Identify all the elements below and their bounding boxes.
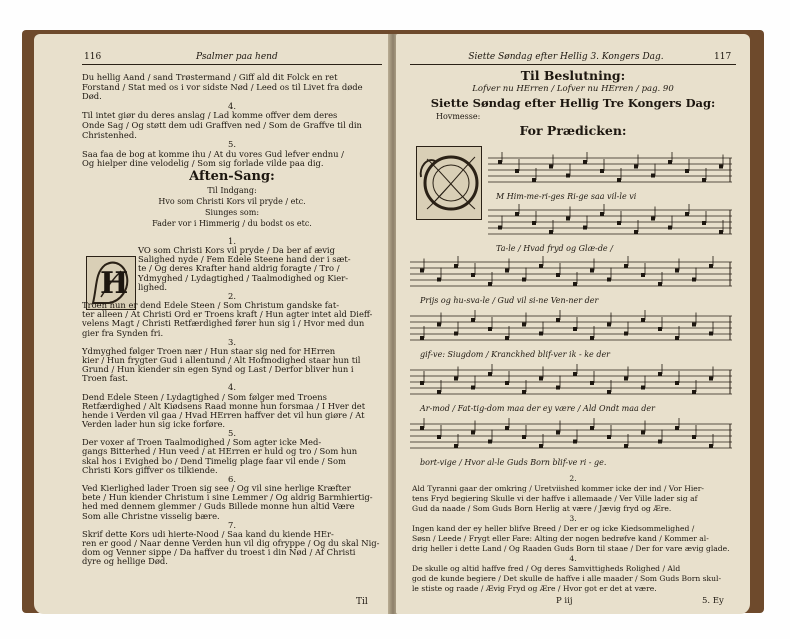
text-line: Forstand / Stat med os i vor sidste Nød / Leed os til Livet fra døde bbox=[82, 81, 363, 92]
verse-line: Som alle Christne visselig bære. bbox=[82, 510, 220, 521]
music-note bbox=[420, 269, 424, 273]
music-note bbox=[668, 160, 672, 164]
right-page bbox=[396, 34, 750, 614]
music-note bbox=[709, 377, 713, 381]
music-note bbox=[624, 377, 628, 381]
music-note bbox=[624, 444, 628, 448]
music-note bbox=[454, 444, 458, 448]
music-note bbox=[692, 390, 696, 394]
head-rule bbox=[410, 64, 736, 65]
verse-number: 1. bbox=[228, 236, 236, 246]
lyric-line: Prijs og hu-sva-le / Gud vil si-ne Ven-ner der bbox=[420, 296, 599, 305]
verse-line: lighed. bbox=[138, 281, 168, 292]
music-note bbox=[583, 160, 587, 164]
verse-line: VO som Christi Kors vil pryde / Da ber af ævig bbox=[138, 245, 335, 256]
verse-line: bete / Hun kiender Christum i sine Lemmer / Og aldrig Barmhiertig- bbox=[82, 492, 373, 503]
verse-line: dyre og hellige Død. bbox=[82, 556, 168, 567]
verse-line: Gud da naade / Som Guds Born Herlig at være / Jævig fryd og Ære. bbox=[412, 504, 672, 513]
music-note bbox=[590, 336, 594, 340]
music-note bbox=[539, 377, 543, 381]
hymn-subtitle-line: Siunges som: bbox=[204, 208, 260, 217]
music-note bbox=[607, 390, 611, 394]
verse-number: 2. bbox=[228, 290, 236, 301]
music-note bbox=[505, 426, 509, 430]
music-note bbox=[675, 336, 679, 340]
music-note bbox=[488, 440, 492, 444]
music-note bbox=[702, 221, 706, 225]
verse-line: Troen fast. bbox=[82, 373, 129, 384]
verse-line: te / Og deres Krafter hand aldrig foragte / Tro / bbox=[138, 263, 340, 274]
verse-line: Ydmyghed følger Troen nær / Hun staar sig ned for HErren bbox=[82, 345, 336, 356]
verse-line: Ved Kierlighed lader Troen sig see / Og vil sine herlige Kræfter bbox=[82, 483, 351, 494]
music-staff bbox=[410, 418, 732, 454]
lyric-line: Ar-mod / Fat-tig-dom maa der ey være / Ald Ondt maa der bbox=[420, 404, 655, 413]
verse-line: hed med dennem glemmer / Guds Billede monne hun altid Være bbox=[82, 501, 355, 512]
music-note bbox=[488, 372, 492, 376]
music-note bbox=[573, 327, 577, 331]
verse-number: 3. bbox=[228, 336, 236, 347]
verse-line: le stiste og raade / Ævig Fryd og Ære / Hvor got er det at være. bbox=[412, 584, 657, 593]
music-note bbox=[539, 264, 543, 268]
music-staff bbox=[410, 310, 732, 346]
decorated-initial bbox=[416, 146, 482, 220]
music-note bbox=[634, 165, 638, 169]
verse-number: 3. bbox=[569, 514, 577, 523]
music-note bbox=[505, 269, 509, 273]
music-note bbox=[617, 221, 621, 225]
verse-line: Søsn / Leede / Frygt eller Fare: Alting der nogen bedrøfve kand / Kommer al- bbox=[412, 534, 709, 543]
music-note bbox=[539, 332, 543, 336]
music-note bbox=[556, 273, 560, 277]
verse-number: 4. bbox=[569, 554, 577, 563]
verse-line: Troen hun er dend Edele Steen / Som Christum gandske fat- bbox=[82, 300, 340, 311]
verse-line: Ingen kand der ey heller blifve Breed / Der er og icke Kiedsommelighed / bbox=[412, 524, 695, 533]
verse-line: De skulle og altid haffve fred / Og deres Samvittigheds Rolighed / Ald bbox=[412, 564, 681, 573]
verse-line: Christi Kors giffver os tilkiende. bbox=[82, 464, 218, 475]
verse-line: kier / Hun frygter Gud i allentund / Alt Hofmodighed staar hun til bbox=[82, 354, 361, 365]
verse-line: velens Magt / Christi Retfærdighed fører hun sig i / Hvor med dun bbox=[82, 318, 365, 329]
text-line: Død. bbox=[82, 91, 102, 102]
music-note bbox=[532, 178, 536, 182]
verse-line: Ydmyghed / Lydagtighed / Taalmodighed og Kier- bbox=[138, 272, 349, 283]
verse-line: Verden lader hun sig icke forføre. bbox=[82, 419, 226, 429]
head-rule bbox=[82, 64, 382, 65]
music-note bbox=[709, 444, 713, 448]
music-note bbox=[590, 426, 594, 430]
music-note bbox=[522, 323, 526, 327]
music-note bbox=[692, 278, 696, 282]
section-title: Til Beslutning: bbox=[520, 68, 626, 83]
verse-line: ter alleen / At Christi Ord er Troens kraft / Hun agter intet ald Dieff- bbox=[82, 309, 373, 320]
verse-number: 5. bbox=[228, 428, 236, 439]
music-note bbox=[634, 230, 638, 234]
verse-line: gier fra Synden fri. bbox=[82, 327, 164, 338]
music-note bbox=[420, 336, 424, 340]
music-note bbox=[709, 332, 713, 336]
music-note bbox=[651, 217, 655, 221]
music-note bbox=[573, 372, 577, 376]
music-note bbox=[437, 390, 441, 394]
verse-number: 6. bbox=[228, 473, 236, 484]
music-note bbox=[532, 221, 536, 225]
music-note bbox=[692, 323, 696, 327]
music-staff bbox=[488, 152, 732, 188]
music-note bbox=[675, 426, 679, 430]
music-staff bbox=[410, 364, 732, 400]
music-note bbox=[471, 273, 475, 277]
music-note bbox=[719, 230, 723, 234]
music-note bbox=[590, 269, 594, 273]
music-note bbox=[437, 435, 441, 439]
music-note bbox=[641, 273, 645, 277]
music-note bbox=[420, 426, 424, 430]
music-note bbox=[607, 278, 611, 282]
music-note bbox=[658, 282, 662, 286]
music-note bbox=[522, 435, 526, 439]
verse-line: Salighed nyde / Fem Edele Steene hand der i sæt- bbox=[138, 254, 351, 265]
music-note bbox=[590, 381, 594, 385]
music-note bbox=[505, 381, 509, 385]
before-sermon-title: For Prædicken: bbox=[519, 123, 627, 138]
music-note bbox=[719, 165, 723, 169]
catchword: Til bbox=[356, 597, 368, 607]
verse-line: Der voxer af Troen Taalmodighed / Som agter icke Med- bbox=[82, 437, 322, 448]
music-note bbox=[668, 226, 672, 230]
verse-number: 5. bbox=[228, 139, 236, 150]
verse-line: tens Fryd begiering Skulle vi der haffve i allemaade / Ver Ville lader sig af bbox=[412, 494, 698, 503]
music-note bbox=[573, 282, 577, 286]
music-note bbox=[454, 332, 458, 336]
music-note bbox=[556, 431, 560, 435]
music-note bbox=[607, 323, 611, 327]
text-line: Saa faa de bog at komme ihu / At du vores Gud lefver endnu / bbox=[82, 148, 345, 159]
music-note bbox=[549, 165, 553, 169]
verse-line: Retfærdighed / Alt Kiødsens Raad monne hun forsmaa / I Hver det bbox=[82, 400, 366, 411]
verse-line: skal hos i Evighed bo / Dend Timelig plage faar vil ende / Som bbox=[82, 455, 346, 466]
music-note bbox=[498, 160, 502, 164]
music-note bbox=[505, 336, 509, 340]
verse-line: Dend Edele Steen / Lydagtighed / Som følger med Troens bbox=[82, 391, 327, 402]
signature-mark: P iij bbox=[556, 596, 573, 606]
text-line: Christenhed. bbox=[82, 129, 137, 140]
text-line: Onde Sag / Og støtt dem udi Graffven ned / Som de Graffve til din bbox=[82, 120, 362, 130]
music-note bbox=[566, 217, 570, 221]
music-note bbox=[600, 169, 604, 173]
verse-line: hende i Verden vil gaa / Hvad HErren haffver det vil hun giøre / At bbox=[82, 409, 365, 420]
sunday-title: Siette Søndag efter Hellig Tre Kongers Dag: bbox=[430, 96, 716, 110]
left-page bbox=[34, 34, 390, 614]
music-note bbox=[617, 178, 621, 182]
music-note bbox=[709, 264, 713, 268]
introit-label: Hovmesse: bbox=[436, 112, 481, 121]
music-note bbox=[685, 169, 689, 173]
music-note bbox=[437, 278, 441, 282]
music-staff bbox=[488, 204, 732, 240]
running-head: Siette Søndag efter Hellig 3. Kongers Dag. bbox=[468, 52, 664, 62]
music-note bbox=[454, 264, 458, 268]
music-note bbox=[471, 386, 475, 390]
music-note bbox=[583, 226, 587, 230]
verse-line: dom og Venner sippe / Da haffver du troest i din Nød / Af Christi bbox=[82, 547, 356, 558]
music-note bbox=[685, 212, 689, 216]
lyric-line: M Him-me-ri-ges Ri-ge saa vil-le vi bbox=[496, 192, 637, 201]
lyric-line: bort-vige / Hvor al-le Guds Born blif-ve ri - ge. bbox=[420, 458, 607, 467]
catchword: 5. Ey bbox=[702, 596, 724, 606]
music-note bbox=[651, 174, 655, 178]
music-note bbox=[522, 390, 526, 394]
running-head: Psalmer paa hend bbox=[196, 52, 278, 62]
verse-number: 4. bbox=[228, 100, 236, 111]
music-note bbox=[566, 174, 570, 178]
verse-line: drig heller i dette Land / Og Raaden Guds Born til staae / Der for vare ævig glade. bbox=[412, 544, 730, 553]
verse-line: Grund / Hun kiender sin egen Synd og Last / Derfor bliver hun i bbox=[82, 364, 354, 375]
verse-line: gangs Bitterhed / Hun veed / at HErren er huld og tro / Som hun bbox=[82, 446, 358, 457]
verse-line: god de kunde begiere / Det skulle de haffve i alle maader / Som Guds Born skul- bbox=[412, 574, 722, 583]
music-note bbox=[488, 282, 492, 286]
page-number: 116 bbox=[84, 52, 102, 62]
music-note bbox=[658, 327, 662, 331]
music-note bbox=[522, 278, 526, 282]
music-note bbox=[641, 386, 645, 390]
music-note bbox=[471, 318, 475, 322]
music-note bbox=[420, 381, 424, 385]
section-subtitle: Lofver nu HErren / Lofver nu HErren / pag. 90 bbox=[472, 84, 674, 94]
music-note bbox=[488, 327, 492, 331]
music-note bbox=[641, 431, 645, 435]
music-note bbox=[607, 435, 611, 439]
music-staff bbox=[410, 256, 732, 292]
music-note bbox=[515, 169, 519, 173]
music-note bbox=[624, 332, 628, 336]
music-note bbox=[437, 323, 441, 327]
music-note bbox=[692, 435, 696, 439]
music-note bbox=[675, 381, 679, 385]
verse-line: Ald Tyranni gaar der omkring / Uretviished kommer icke der ind / Vor Hier- bbox=[412, 484, 704, 493]
music-note bbox=[702, 178, 706, 182]
verse-number: 4. bbox=[228, 382, 236, 393]
music-note bbox=[539, 444, 543, 448]
hymn-subtitle-line: Hvo som Christi Kors vil pryde / etc. bbox=[158, 197, 306, 206]
verse-number: 2. bbox=[569, 474, 577, 483]
verse-line: ren er good / Naar denne Verden hun vil dig ofryppe / Og du skal Nig- bbox=[82, 537, 380, 548]
music-note bbox=[675, 269, 679, 273]
music-note bbox=[556, 318, 560, 322]
page-number: 117 bbox=[714, 52, 732, 62]
music-note bbox=[573, 440, 577, 444]
music-note bbox=[624, 264, 628, 268]
text-line: Og hielper dine velodelig / Som sig forlade vilde paa dig. bbox=[82, 158, 324, 169]
verse-line: Skrif dette Kors udi hierte-Nood / Saa kand du kiende HEr- bbox=[82, 528, 334, 539]
music-note bbox=[515, 212, 519, 216]
music-note bbox=[471, 431, 475, 435]
music-note bbox=[498, 226, 502, 230]
music-note bbox=[549, 230, 553, 234]
music-note bbox=[641, 318, 645, 322]
lyric-line: gif-ve: Siugdom / Kranckhed blif-ver ik - ke der bbox=[420, 350, 611, 359]
verse-number: 7. bbox=[228, 519, 236, 530]
hymn-title: Aften-Sang: bbox=[189, 169, 275, 184]
svg-text:H: H bbox=[100, 266, 129, 301]
text-line: Du hellig Aand / sand Trøstermand / Giff ald dit Folck en ret bbox=[82, 72, 338, 82]
music-note bbox=[600, 212, 604, 216]
lyric-line: Ta-le / Hvad fryd og Glæ-de / bbox=[496, 244, 613, 253]
text-line: Til intet giør du deres anslag / Lad komme offver dem deres bbox=[82, 110, 338, 121]
music-note bbox=[658, 440, 662, 444]
hymn-subtitle-line: Fader vor i Himmerig / du bodst os etc. bbox=[152, 219, 312, 228]
music-note bbox=[556, 386, 560, 390]
hymn-subtitle-line: Til Indgang: bbox=[207, 186, 257, 195]
music-note bbox=[658, 372, 662, 376]
music-note bbox=[454, 377, 458, 381]
